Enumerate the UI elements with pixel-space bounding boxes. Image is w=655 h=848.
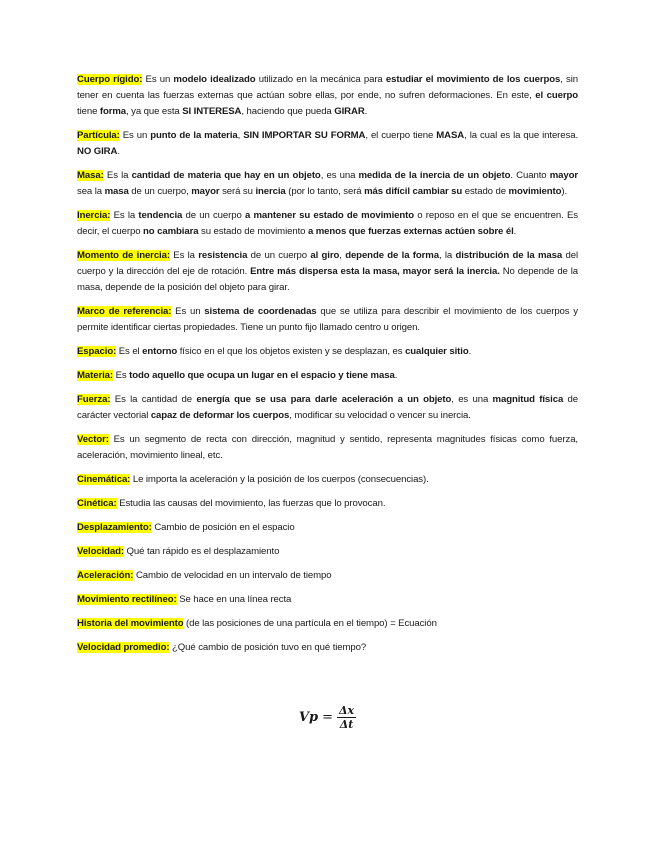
entry-text: o reposo en el que se encuentren. Es decir, el cuerpo bbox=[77, 210, 578, 237]
glossary-entry bbox=[77, 168, 578, 200]
entry-bold-text: cantidad de materia que hay en un objeto bbox=[131, 170, 321, 181]
entry-bold-text: al giro bbox=[310, 250, 340, 261]
entry-text: Qué tan rápido es el desplazamiento bbox=[123, 546, 280, 557]
entry-bold-text: estudiar el movimiento de los cuerpos bbox=[385, 74, 561, 85]
entry-text: Es un bbox=[142, 74, 174, 85]
entry-text: que se utiliza para describir el movimiento de los cuerpos y permite identificar ciertas propiedades. Tiene un punto fijo llamado centro u origen. bbox=[77, 306, 579, 333]
glossary-entry bbox=[77, 208, 578, 240]
entry-term: Fuerza: bbox=[77, 394, 111, 405]
glossary-entry bbox=[77, 544, 578, 560]
entry-text: , el cuerpo tiene bbox=[365, 130, 437, 141]
entry-term: Velocidad promedio: bbox=[77, 642, 170, 653]
entry-bold-text: SI INTERESA bbox=[182, 106, 242, 117]
entry-text: Es la bbox=[110, 210, 139, 221]
entry-text: . bbox=[513, 226, 517, 237]
entry-term: Desplazamiento: bbox=[77, 522, 152, 533]
entry-term: Velocidad: bbox=[77, 546, 124, 557]
entry-text: Es bbox=[113, 370, 130, 381]
formula-numerator: Δx bbox=[339, 704, 355, 717]
entry-text: , bbox=[339, 250, 346, 261]
entry-text: Le importa la aceleración y la posición de los cuerpos (consecuencias). bbox=[130, 474, 429, 485]
entry-term: Cinemática: bbox=[77, 474, 131, 485]
entry-text: sea la bbox=[77, 186, 105, 197]
entry-text: Estudia las causas del movimiento, las fuerzas que lo provocan. bbox=[116, 498, 386, 509]
entry-text: , es una bbox=[451, 394, 493, 405]
entry-text: Es la bbox=[169, 250, 199, 261]
entry-bold-text: punto de la materia bbox=[150, 130, 238, 141]
glossary-entry bbox=[77, 72, 578, 120]
entry-text: , modificar su velocidad o vencer su inercia. bbox=[289, 410, 471, 421]
entry-bold-text: entorno bbox=[142, 346, 178, 357]
glossary-entry bbox=[77, 368, 578, 384]
entry-bold-text: cualquier sitio bbox=[405, 346, 469, 357]
formula-lhs: Vp bbox=[298, 710, 319, 725]
entry-text: (por lo tanto, será bbox=[285, 186, 365, 197]
glossary-entry bbox=[77, 520, 578, 536]
entry-term: Masa: bbox=[77, 170, 104, 181]
entry-bold-text: depende de la forma bbox=[345, 250, 439, 261]
entry-term: Movimiento rectilíneo: bbox=[77, 594, 177, 605]
entry-bold-text: GIRAR bbox=[334, 106, 365, 117]
entry-bold-text: NO GIRA bbox=[77, 146, 118, 157]
entry-bold-text: magnitud física bbox=[492, 394, 564, 405]
entry-bold-text: energía que se usa para darle aceleración a un objeto bbox=[196, 394, 452, 405]
entry-term: Materia: bbox=[77, 370, 113, 381]
entry-text: , es una bbox=[320, 170, 359, 181]
glossary-entry bbox=[77, 304, 578, 336]
entry-text: , la bbox=[438, 250, 456, 261]
entry-text: Es un bbox=[119, 130, 151, 141]
glossary-entry bbox=[77, 592, 578, 608]
entry-text: Se hace en una línea recta bbox=[176, 594, 292, 605]
entry-bold-text: SIN IMPORTAR SU FORMA bbox=[243, 130, 366, 141]
entry-text: del cuerpo y la dirección del eje de rotación. bbox=[77, 250, 578, 277]
entry-bold-text: modelo idealizado bbox=[173, 74, 256, 85]
entry-bold-text: distribución de la masa bbox=[455, 250, 563, 261]
glossary-entry bbox=[77, 128, 578, 160]
entry-bold-text: inercia bbox=[255, 186, 286, 197]
entry-text: su estado de movimiento bbox=[198, 226, 308, 237]
entry-text: Es un segmento de recta con dirección, magnitud y sentido, representa magnitudes físicas como fuerza, aceleración, movimiento lineal, etc. bbox=[77, 434, 578, 461]
entry-text: , sin tener en cuenta las fuerzas externas que actúan sobre ellas, por ende, no sufren deformaciones. En este, bbox=[77, 74, 578, 101]
entry-bold-text: tendencia bbox=[138, 210, 183, 221]
glossary-entry bbox=[77, 248, 578, 296]
entry-term: Cinética: bbox=[77, 498, 117, 509]
formula-fraction bbox=[337, 704, 356, 731]
entry-text: tiene bbox=[77, 106, 100, 117]
entry-text: . Cuanto bbox=[510, 170, 550, 181]
formula-equals: = bbox=[322, 710, 333, 725]
glossary-entry bbox=[77, 432, 578, 464]
glossary-entry bbox=[77, 392, 578, 424]
entry-bold-text: movimiento bbox=[508, 186, 562, 197]
entry-bold-text: todo aquello que ocupa un lugar en el espacio y tiene masa bbox=[129, 370, 395, 381]
entry-bold-text: masa bbox=[104, 186, 129, 197]
entry-term: Momento de inercia: bbox=[77, 250, 170, 261]
entry-bold-text: a mantener su estado de movimiento bbox=[244, 210, 415, 221]
entry-text: utilizado en la mecánica para bbox=[255, 74, 386, 85]
entry-bold-text: capaz de deformar los cuerpos bbox=[150, 410, 290, 421]
entry-bold-text: más difícil cambiar su bbox=[364, 186, 463, 197]
glossary-entry bbox=[77, 616, 578, 632]
entry-text: No depende de la masa, depende de la posición del objeto para girar. bbox=[77, 266, 578, 293]
entry-bold-text: sistema de coordenadas bbox=[204, 306, 317, 317]
entry-bold-text: medida de la inercia de un objeto bbox=[358, 170, 511, 181]
glossary-entry bbox=[77, 472, 578, 488]
entry-text: ¿Qué cambio de posición tuvo en qué tiempo? bbox=[169, 642, 367, 653]
entry-bold-text: el cuerpo bbox=[535, 90, 578, 101]
entry-text: , bbox=[237, 130, 244, 141]
entry-bold-text: forma bbox=[99, 106, 127, 117]
entry-text: . bbox=[364, 106, 368, 117]
glossary-content bbox=[77, 72, 578, 664]
glossary-entry bbox=[77, 496, 578, 512]
entry-term: Partícula: bbox=[77, 130, 120, 141]
entry-text: , la cual es la que interesa. bbox=[464, 130, 579, 141]
entry-term: Espacio: bbox=[77, 346, 117, 357]
entry-text: . bbox=[394, 370, 398, 381]
glossary-entry bbox=[77, 344, 578, 360]
entry-text: de un cuerpo, bbox=[128, 186, 192, 197]
entry-text: Es un bbox=[171, 306, 205, 317]
entry-bold-text: no cambiara bbox=[143, 226, 199, 237]
entry-bold-text: a menos que fuerzas externas actúen sobre él bbox=[307, 226, 514, 237]
entry-text: físico en el que los objetos existen y se desplazan, es bbox=[177, 346, 406, 357]
entry-term: Vector: bbox=[77, 434, 109, 445]
entry-text: , ya que esta bbox=[126, 106, 183, 117]
entry-text: (de las posiciones de una partícula en el tiempo) = Ecuación bbox=[183, 618, 437, 629]
entry-text: de un cuerpo bbox=[247, 250, 311, 261]
entry-bold-text: resistencia bbox=[198, 250, 248, 261]
entry-term: Inercia: bbox=[77, 210, 111, 221]
formula-denominator: Δt bbox=[339, 718, 354, 731]
entry-text: de un cuerpo bbox=[182, 210, 245, 221]
entry-text: , haciendo que pueda bbox=[241, 106, 335, 117]
entry-term: Historia del movimiento bbox=[77, 618, 184, 629]
entry-text: Es la cantidad de bbox=[110, 394, 197, 405]
entry-term: Aceleración: bbox=[77, 570, 134, 581]
entry-text: Es la bbox=[103, 170, 132, 181]
entry-text: . bbox=[468, 346, 472, 357]
entry-text: de carácter vectorial bbox=[77, 394, 579, 421]
entry-bold-text: mayor bbox=[191, 186, 220, 197]
entry-text: . bbox=[117, 146, 120, 157]
entry-bold-text: MASA bbox=[436, 130, 465, 141]
entry-text: Cambio de velocidad en un intervalo de tiempo bbox=[133, 570, 332, 581]
average-velocity-formula bbox=[77, 704, 578, 731]
entry-term: Cuerpo rígido: bbox=[77, 74, 143, 85]
glossary-entry bbox=[77, 640, 578, 656]
glossary-entry bbox=[77, 568, 578, 584]
entry-bold-text: mayor bbox=[549, 170, 578, 181]
entry-bold-text: Entre más dispersa esta la masa, mayor será la inercia. bbox=[250, 266, 500, 277]
entry-text: Cambio de posición en el espacio bbox=[151, 522, 295, 533]
entry-text: será su bbox=[219, 186, 256, 197]
entry-term: Marco de referencia: bbox=[77, 306, 172, 317]
entry-text: estado de bbox=[462, 186, 509, 197]
entry-text: ). bbox=[561, 186, 568, 197]
entry-text: Es el bbox=[116, 346, 143, 357]
